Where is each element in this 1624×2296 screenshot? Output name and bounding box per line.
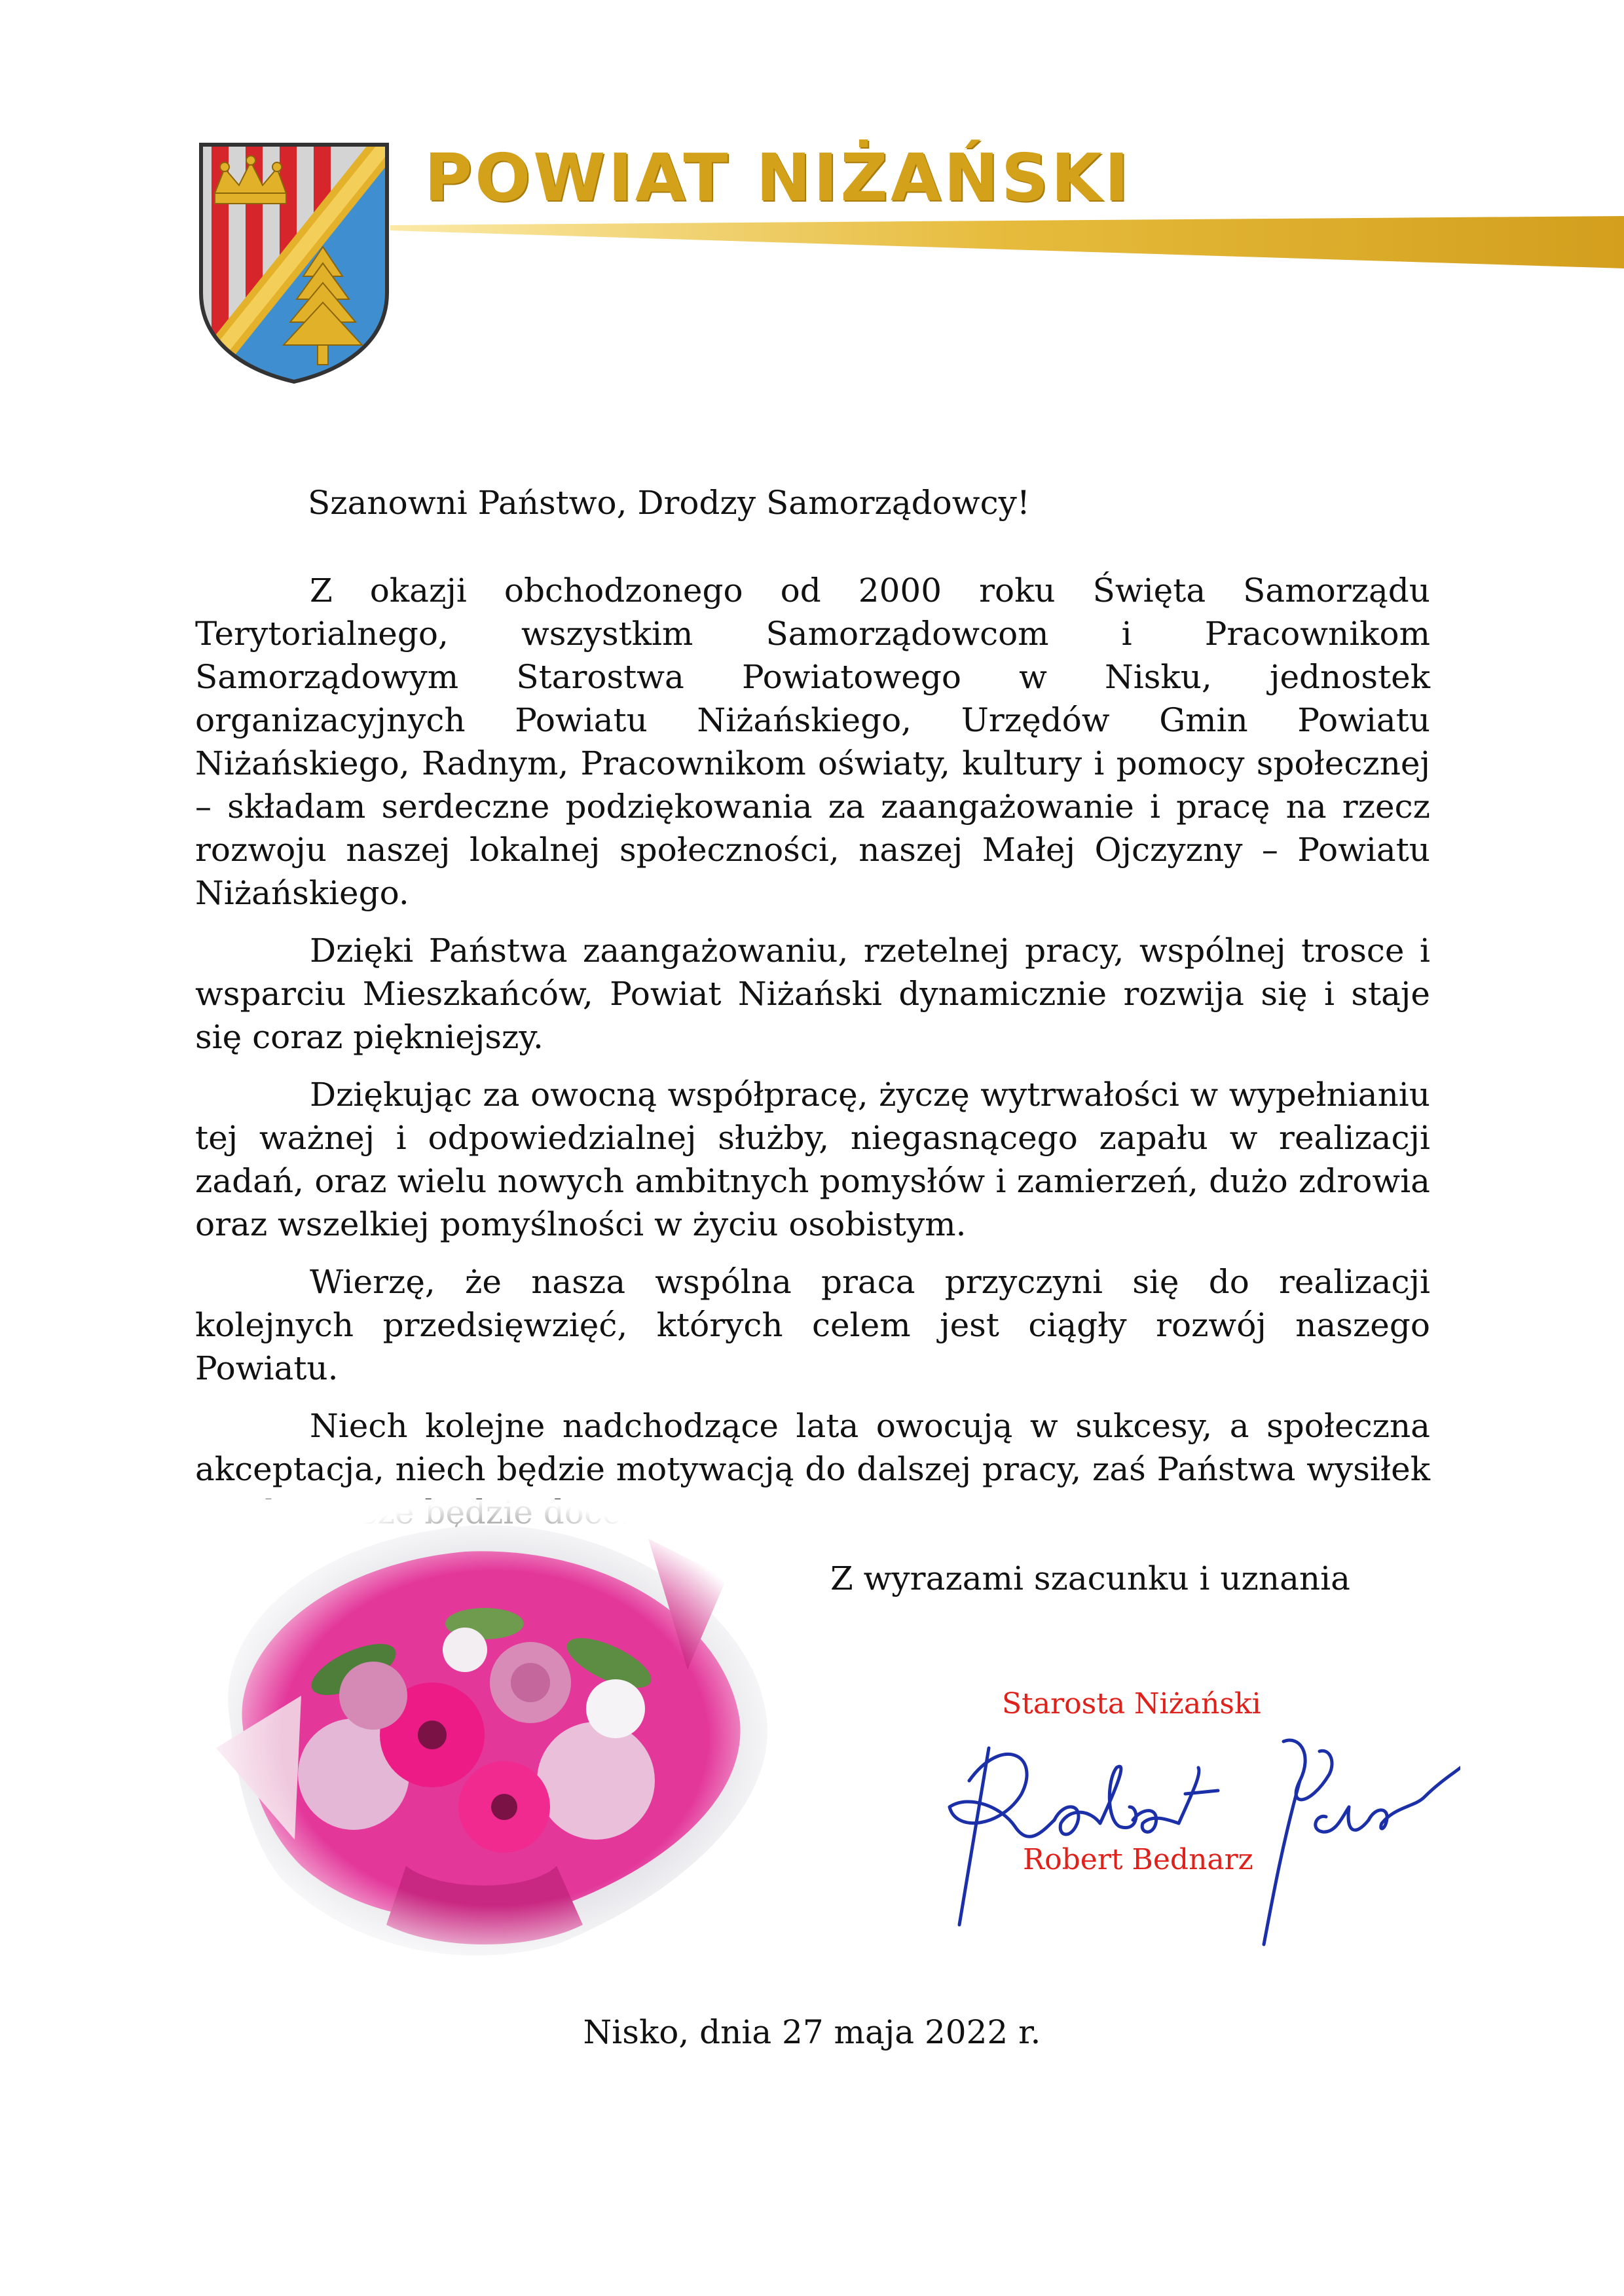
- flower-bouquet-icon: [190, 1499, 799, 1977]
- letter-body: [195, 481, 1430, 1534]
- greeting: Szanowni Państwo, Drodzy Samorządowcy!: [308, 484, 1030, 522]
- signatory-role: Starosta Niżański: [1002, 1687, 1261, 1721]
- paragraph-5: Niech kolejne nadchodzące lata owocują w sukcesy, a społeczna akceptacja, niech będzie motywacją do dalszej pracy, zaś Państwa wysiłek: [195, 1407, 1430, 1488]
- paragraph-4: Wierzę, że nasza wspólna praca przyczyni się do realizacji kolejnych przedsięwzięć, których celem jest ciągły rozwój naszego Powiatu.: [195, 1263, 1430, 1387]
- signatory-name: Robert Bednarz: [1023, 1843, 1253, 1876]
- paragraph-2: Dzięki Państwa zaangażowaniu, rzetelnej pracy, wspólnej trosce i wsparciu Mieszkańców, Powiat Niżański dynamicznie rozwija się i staje się coraz piękniejszy.: [195, 932, 1430, 1056]
- closing-regards: Z wyrazami szacunku i uznania: [830, 1559, 1350, 1597]
- handwritten-signature: [943, 1709, 1460, 1951]
- brand-name: POWIAT NIŻAŃSKI: [424, 139, 1132, 216]
- paragraph-3: Dziękując za owocną współpracę, życzę wytrwałości w wypełnianiu tej ważnej i odpowiedzialnej służby, niegasnącego zapału w realizacji zadań, oraz wielu nowych ambitnych pomysłów i zamierzeń, dużo zdrowia oraz wszelkiej pomyślności w życiu osobistym.: [195, 1076, 1430, 1243]
- brand-underline: [390, 216, 1624, 268]
- place-and-date: Nisko, dnia 27 maja 2022 r.: [583, 2013, 1041, 2051]
- paragraph-1: Z okazji obchodzonego od 2000 roku Święta Samorządu Terytorialnego, wszystkim Samorządowcom i Pracownikom Samorządowym Starostwa Powiatowego w Nisku, jednostek organizacyjnych Powiatu Niżańskiego, Urzędów Gmin Powiatu Niżańskiego, Radnym, Pracownikom oświaty, kultury i pomocy społecznej – składam serdeczne podziękowania za zaangażowanie i pracę na rzecz rozwoju naszej lokalnej społeczności, naszej Małej Ojczyzny – Powiatu Niżańskiego.: [195, 572, 1430, 912]
- powiat-coat-of-arms-icon: [198, 142, 390, 384]
